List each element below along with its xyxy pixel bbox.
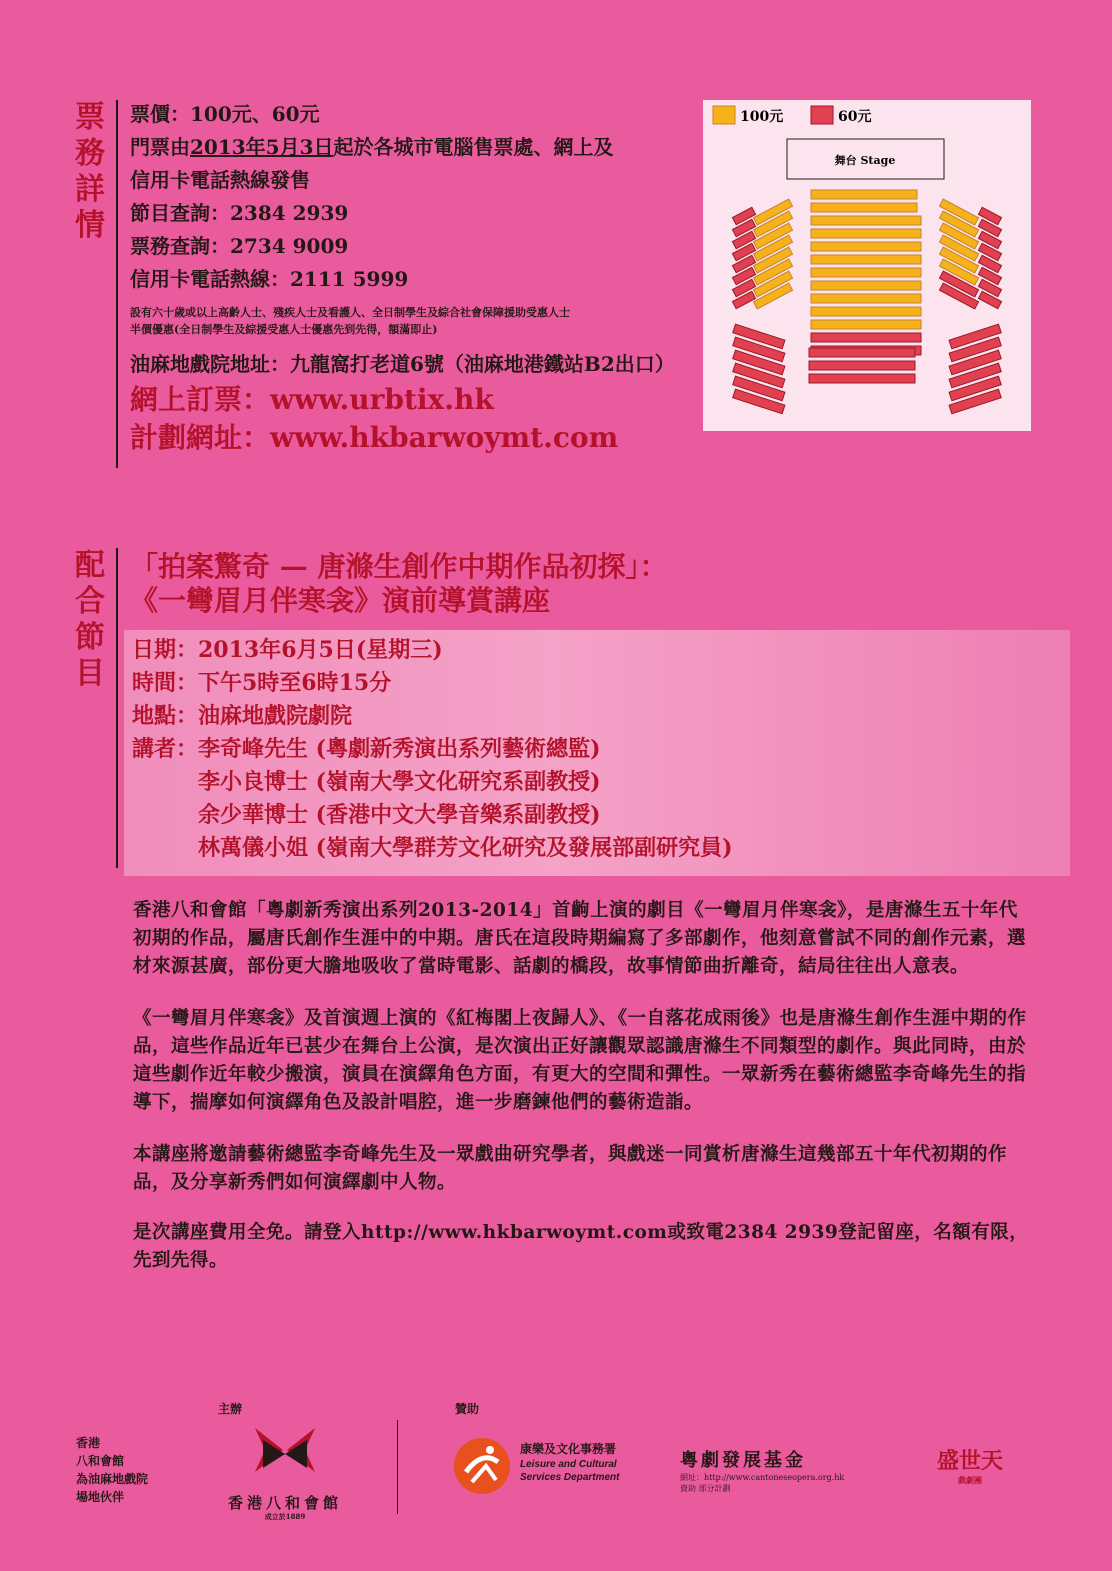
seating-plan: [703, 100, 1031, 431]
concession-note-1: 設有六十歲或以上高齡人士、殘疾人士及看護人、全日制學生及綜合社會保障援助受惠人士: [130, 306, 570, 319]
seat-row-100: [811, 320, 921, 329]
program-time: 時間：下午5時至6時15分: [132, 670, 392, 696]
program-divider: [116, 548, 118, 868]
speaker-item: 林萬儀小姐 (嶺南大學群芳文化研究及發展部副研究員): [198, 835, 733, 861]
speaker-label: 講者：: [132, 736, 199, 762]
program-date: 日期：2013年6月5日(星期三): [132, 637, 443, 663]
sponsor-label: 贊助: [455, 1402, 480, 1416]
program-info-box: [124, 630, 1070, 876]
sheng-name: 盛世天: [936, 1448, 1003, 1474]
legend-100-label: 100元: [740, 109, 784, 125]
seat-row-100: [811, 268, 921, 277]
program-enquiry: 節目查詢：2384 2939: [130, 201, 349, 225]
speaker-item: 李奇峰先生 (粵劇新秀演出系列藝術總監): [198, 736, 601, 762]
paragraph: 香港八和會館「粵劇新秀演出系列2013-2014」首齣上演的劇目《一彎眉月伴寒衾》，是唐滌生五十年代初期的作品，屬唐氏創作生涯中的中期。唐氏在這段時期編寫了多部劇作，他刻意嘗試不同的創作元素，選材來源甚廣，部份更大膽地吸收了當時電影、話劇的橋段，故事情節曲折離奇，結局往往出人意表。: [133, 900, 1027, 977]
speakers: [132, 733, 1070, 865]
organizer-label: 主辦: [218, 1402, 243, 1416]
legend-100-swatch: [713, 106, 735, 124]
seat-row-100: [811, 216, 921, 225]
seat-row-60: [809, 348, 915, 357]
seat-row-60: [809, 361, 915, 370]
paragraph: 本講座將邀請藝術總監李奇峰先生及一眾戲曲研究學者，與戲迷一同賞析唐滌生這幾部五十年代初期的作品，及分享新秀們如何演繹劇中人物。: [133, 1144, 1008, 1193]
theatre-address: 油麻地戲院地址：九龍窩打老道6號（油麻地港鐵站B2出口）: [130, 352, 675, 376]
bat-wo-logo-icon: [215, 1420, 355, 1490]
legend-60-label: 60元: [838, 109, 872, 125]
fund-note: 資助 部分計劃: [680, 1484, 731, 1493]
footer-divider: [397, 1420, 398, 1514]
online-booking-link[interactable]: www.urbtix.hk: [270, 383, 494, 416]
stage-label: 舞台 Stage: [834, 154, 896, 167]
ticket-details: [130, 98, 675, 457]
seat-row-100: [811, 294, 921, 303]
seat-row-100: [811, 255, 921, 264]
ticket-price: 票價：100元、60元: [130, 102, 320, 126]
sheng-sub: 戲劇團: [958, 1475, 982, 1485]
project-website: 計劃網址：www.hkbarwoymt.com: [130, 421, 619, 454]
organizer-est: 成立於1889: [264, 1512, 306, 1521]
lcsd-logo: [452, 1436, 652, 1496]
seating-chart: [703, 100, 1031, 431]
concession-note-2: 半價優惠(全日制學生及綜援受惠人士優惠先到先得，額滿即止): [130, 323, 438, 336]
ticket-divider: [116, 100, 118, 468]
venue-partner: 香港 八和會館 為油麻地戲院 場地伙伴: [76, 1436, 149, 1504]
credit-card-hotline: 信用卡電話熱線：2111 5999: [130, 267, 409, 291]
program-title-line-2: 《一彎眉月伴寒衾》演前導賞講座: [130, 584, 551, 617]
program-title: [130, 550, 668, 618]
paragraph: 是次講座費用全免。請登入http://www.hkbarwoymt.com或致電2384 2939登記留座，名額有限，先到先得。: [133, 1222, 1029, 1271]
ticket-sale-info: 門票由2013年5月3日起於各城市電腦售票處、網上及: [130, 135, 614, 159]
program-side-label: 配 合 節 目: [75, 548, 105, 691]
speaker-item: 李小良博士 (嶺南大學文化研究系副教授): [198, 769, 601, 795]
ticket-enquiry: 票務查詢：2734 9009: [130, 234, 349, 258]
lcsd-name-en: Leisure and Cultural Services Department: [520, 1459, 620, 1483]
paragraph: 《一彎眉月伴寒衾》及首演週上演的《紅梅閣上夜歸人》、《一自落花成雨後》也是唐滌生創作生涯中期的作品，這些作品近年已甚少在舞台上公演，是次演出正好讓觀眾認識唐滌生不同類型的劇作。與此同時，由於這些劇作近年較少搬演，演員在演繹角色方面，有更大的空間和彈性。一眾新秀在藝術總監李奇峰先生的指導下，揣摩如何演繹角色及設計唱腔，進一步磨鍊他們的藝術造詣。: [133, 1008, 1027, 1113]
organizer-name: 香港八和會館: [227, 1494, 342, 1512]
seat-row-100: [811, 203, 917, 212]
fund-name: 粵劇發展基金: [680, 1450, 806, 1471]
seat-row-100: [811, 281, 921, 290]
fund-url: 網址：http://www.cantoneseopera.org.hk: [680, 1473, 845, 1482]
ticket-sale-info-2: 信用卡電話熱線發售: [130, 168, 310, 192]
seat-row-60: [809, 374, 915, 383]
sheng-sai-tin-logo: [930, 1444, 1010, 1486]
lcsd-logo-icon: [452, 1436, 512, 1496]
seat-row-60: [811, 333, 921, 342]
lcsd-name-zh: 康樂及文化事務署: [520, 1442, 617, 1456]
seat-row-100: [811, 242, 921, 251]
ticket-side-label: 票 務 詳 情: [75, 100, 105, 243]
project-website-link[interactable]: www.hkbarwoymt.com: [270, 421, 619, 454]
fund-logo: [680, 1446, 880, 1494]
organizer-logo: [215, 1420, 355, 1522]
program-description: [133, 897, 1033, 1275]
speaker-item: 余少華博士 (香港中文大學音樂系副教授): [198, 802, 601, 828]
seat-row-100: [811, 190, 917, 199]
program-venue: 地點：油麻地戲院劇院: [132, 703, 353, 729]
seat-row-100: [811, 307, 921, 316]
program-title-line-1: 「拍案驚奇 — 唐滌生創作中期作品初探」：: [130, 550, 668, 583]
online-booking: 網上訂票：www.urbtix.hk: [130, 383, 494, 416]
seat-row-100: [811, 229, 921, 238]
legend-60-swatch: [811, 106, 833, 124]
